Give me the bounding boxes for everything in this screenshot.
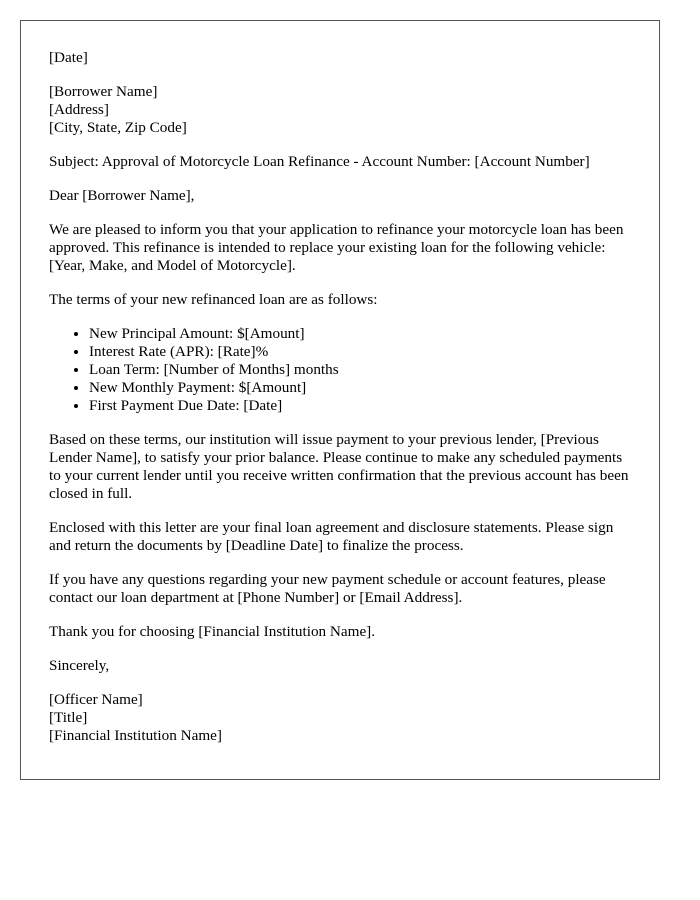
signature-block xyxy=(49,691,631,745)
recipient-address: [Address] xyxy=(49,101,109,118)
payment-paragraph: Based on these terms, our institution will issue payment to your previous lender, [Previous Lender Name], to satisfy your prior balance. Please continue to make any scheduled payments to your current lender until you receive written confirmation that the previous account has been closed in full. xyxy=(49,431,629,502)
officer-title: [Title] xyxy=(49,709,88,726)
thank-you-line: Thank you for choosing [Financial Institution Name]. xyxy=(49,623,376,640)
subject-line: Subject: Approval of Motorcycle Loan Refinance - Account Number: [Account Number] xyxy=(49,153,590,170)
enclosed-paragraph: Enclosed with this letter are your final loan agreement and disclosure statements. Please sign and return the documents by [Deadline Date] to finalize the process. xyxy=(49,519,614,554)
recipient-city-state-zip: [City, State, Zip Code] xyxy=(49,119,187,136)
salutation: Dear [Borrower Name], xyxy=(49,187,195,204)
recipient-name: [Borrower Name] xyxy=(49,83,158,100)
closing: Sincerely, xyxy=(49,657,110,674)
recipient-address-block xyxy=(49,83,631,137)
terms-intro: The terms of your new refinanced loan are as follows: xyxy=(49,291,378,308)
list-item: • Interest Rate (APR): [Rate]% xyxy=(89,343,631,361)
list-item: • New Monthly Payment: $[Amount] xyxy=(89,379,631,397)
letter-date: [Date] xyxy=(49,49,88,66)
questions-paragraph: If you have any questions regarding your new payment schedule or account features, please contact our loan department at [Phone Number] or [Email Address]. xyxy=(49,571,606,606)
intro-paragraph: We are pleased to inform you that your application to refinance your motorcycle loan has been approved. This refinance is intended to replace your existing loan for the following vehicle: [Year, Make, and Model of Motorcycle]. xyxy=(49,221,624,274)
letter-page xyxy=(20,20,660,780)
loan-terms-list xyxy=(49,325,631,415)
list-item: • First Payment Due Date: [Date] xyxy=(89,397,631,415)
list-item: • Loan Term: [Number of Months] months xyxy=(89,361,631,379)
officer-name: [Officer Name] xyxy=(49,691,143,708)
institution-name: [Financial Institution Name] xyxy=(49,727,222,744)
list-item: • New Principal Amount: $[Amount] xyxy=(89,325,631,343)
